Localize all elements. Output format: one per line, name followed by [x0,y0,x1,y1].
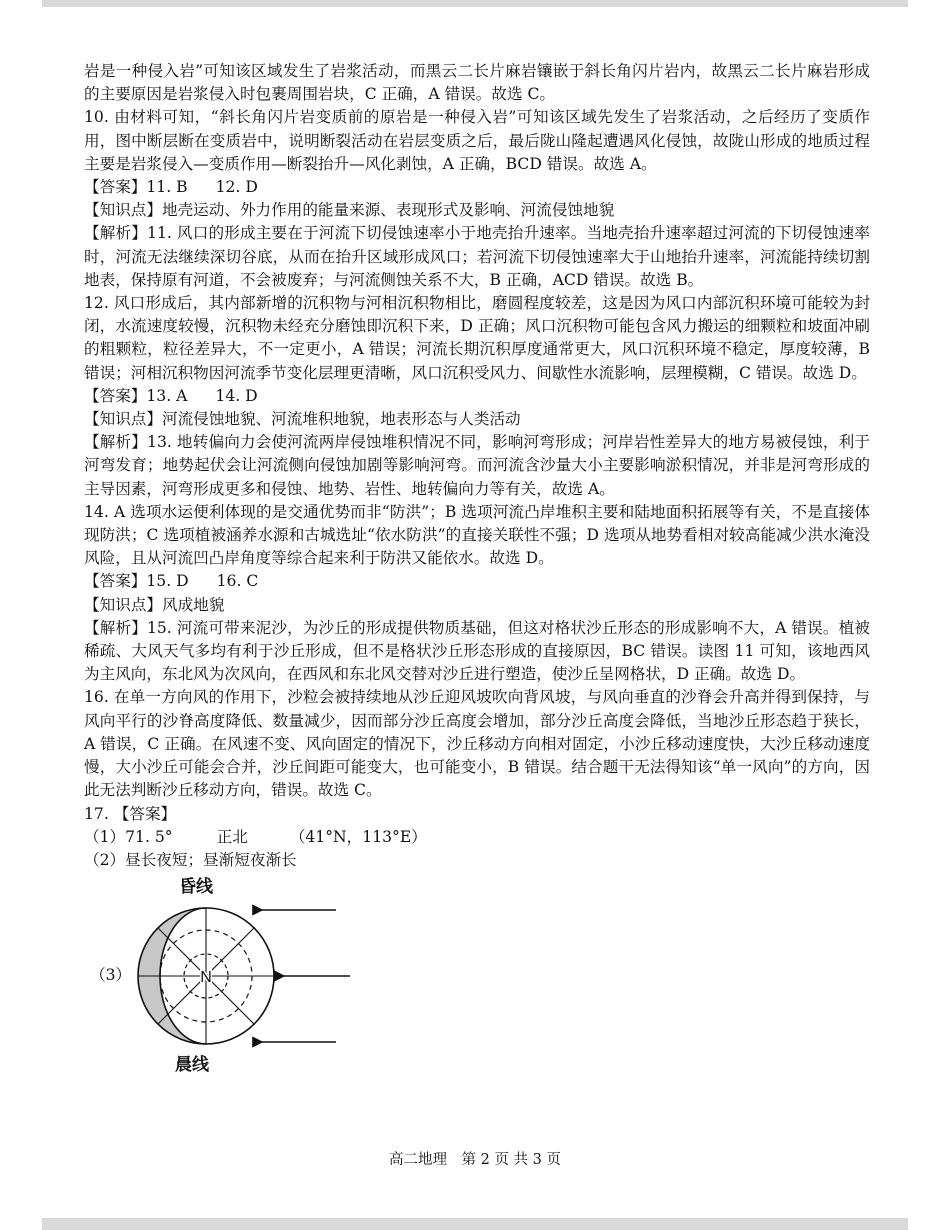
analysis-14: 14. A 选项水运便利体现的是交通优势而非“防洪”；B 选项河流凸岸堆积主要和陆地面积拓展等有关，不是直接体现防洪；C 选项植被涵养水源和古城选址“依水防洪”的直接关联性不强；D 选项从地势看相对较高能减少洪水淹没风险，且从河流凹凸岸角度等综合起来利于防洪又能依水。故选 D。 [84,502,870,568]
answer-15-16 [84,570,870,593]
q3-label: （3） [90,966,132,985]
answer-11-12 [84,176,870,199]
pole-label: N [200,969,212,987]
answer-17-title: 17. 【答案】 [84,804,177,823]
terminator-diagram [124,876,404,1076]
answer-15: 【答案】15. D [84,572,189,591]
dusk-line-label: 昏线 [179,877,213,898]
paragraph-9-continuation: 岩是一种侵入岩”可知该区域发生了岩浆活动，而黑云二长片麻岩镶嵌于斜长角闪片岩内，故黑云二长片麻岩形成的主要原因是岩浆侵入时包裹周围岩块，C 正确，A 错误。故选 C。 [84,62,870,104]
page-footer: 高二地理 第 2 页 共 3 页 [389,1152,561,1168]
answer-13-14 [84,385,870,408]
answer-13: 【答案】13. A [84,386,188,405]
answer-17-q1 [84,826,870,849]
answer-17-q2: （2）昼长夜短；昼渐短夜渐长 [84,850,297,869]
answer-11: 【答案】11. B [84,178,188,197]
q1-direction: 正北 [216,827,248,846]
analysis-11: 【解析】11. 风口的形成主要在于河流下切侵蚀速率小于地壳抬升速率。当地壳抬升速率超过河流的下切侵蚀速率时，河流无法继续深切谷底，从而在抬升区域形成风口；若河流下切侵蚀速率大于山地抬升速率，河流能持续切割地表，保持原有河道，不会被废弃；与河流侧蚀关系不大，B 正确，ACD 错误。故选 B。 [84,224,870,289]
paragraph-10: 10. 由材料可知，“斜长角闪片岩变质前的原岩是一种侵入岩”可知该区域先发生了岩浆活动，之后经历了变质作用，图中断层断在变质岩中，说明断裂活动在岩层变质之后，最后陇山隆起遭遇风化侵蚀，故陇山形成的地质过程主要是岩浆侵入—变质作用—断裂抬升—风化剥蚀，A 正确，BCD 错误。故选 A。 [84,108,870,173]
dawn-line-label: 晨线 [175,1055,209,1076]
answer-16: 16. C [216,572,259,591]
analysis-16: 16. 在单一方向风的作用下，沙粒会被持续地从沙丘迎风坡吹向背风坡，与风向垂直的沙脊会升高并得到保持，与风向平行的沙脊高度降低、数量减少，因而部分沙丘高度会增加，部分沙丘高度会降低，当地沙丘形态趋于狭长，A 错误，C 正确。在风速不变、风向固定的情况下，沙丘移动方向相对固定，小沙丘移动速度快，大沙丘移动速度慢，大小沙丘可能会合并，沙丘间距可能变大，也可能变小，B 错误。结合题干无法得知该“单一风向”的方向，因此无法判断沙丘移动方向，错误。故选 C。 [84,688,870,800]
document-body [84,60,870,1076]
knowledge-15-16: 【知识点】风成地貌 [84,595,225,614]
answer-17-q3 [84,876,870,1076]
knowledge-11-12: 【知识点】地壳运动、外力作用的能量来源、表现形式及影响、河流侵蚀地貌 [84,201,615,220]
bottom-border [42,1218,908,1230]
analysis-15: 【解析】15. 河流可带来泥沙，为沙丘的形成提供物质基础，但这对格状沙丘形态的形成影响不大，A 错误。植被稀疏、大风天气多均有利于沙丘形成，但不是格状沙丘形态形成的直接原因，BC 错误。读图 11 可知，该地西风为主风向，东北风为次风向，在西风和东北风交替对沙丘进行塑造，使沙丘呈网格状，D 正确。故选 D。 [84,618,870,684]
sunlight-arrows [262,910,350,1042]
analysis-12: 12. 风口形成后，其内部新增的沉积物与河相沉积物相比，磨圆程度较差，这是因为风口内部沉积环境可能较为封闭，水流速度较慢，沉积物未经充分磨蚀即沉积下来，D 正确；风口沉积物可能包含风力搬运的细颗粒和坡面冲刷的粗颗粒，粒径差异大，不一定更小，A 错误；河流长期沉积厚度通常更大，风口沉积环境不稳定，厚度较薄，B 错误；河相沉积物因河流季节变化层理更清晰，风口沉积受风力、间歇性水流影响，层理模糊，C 错误。故选 D。 [84,294,870,382]
analysis-13: 【解析】13. 地转偏向力会使河流两岸侵蚀堆积情况不同，影响河弯形成；河岸岩性差异大的地方易被侵蚀，利于河弯发育；地势起伏会让河流侧向侵蚀加剧等影响河弯。而河流含沙量大小主要影响淤积情况，并非是河弯形成的主导因素，河弯形成更多和侵蚀、地势、岩性、地转偏向力等有关，故选 A。 [84,433,870,498]
q1-angle: （1）71. 5° [84,827,173,846]
answer-14: 14. D [215,386,258,405]
top-border [42,0,908,7]
q1-coordinates: （41°N，113°E） [289,827,427,846]
answer-12: 12. D [215,178,258,197]
knowledge-13-14: 【知识点】河流侵蚀地貌、河流堆积地貌，地表形态与人类活动 [84,410,521,429]
